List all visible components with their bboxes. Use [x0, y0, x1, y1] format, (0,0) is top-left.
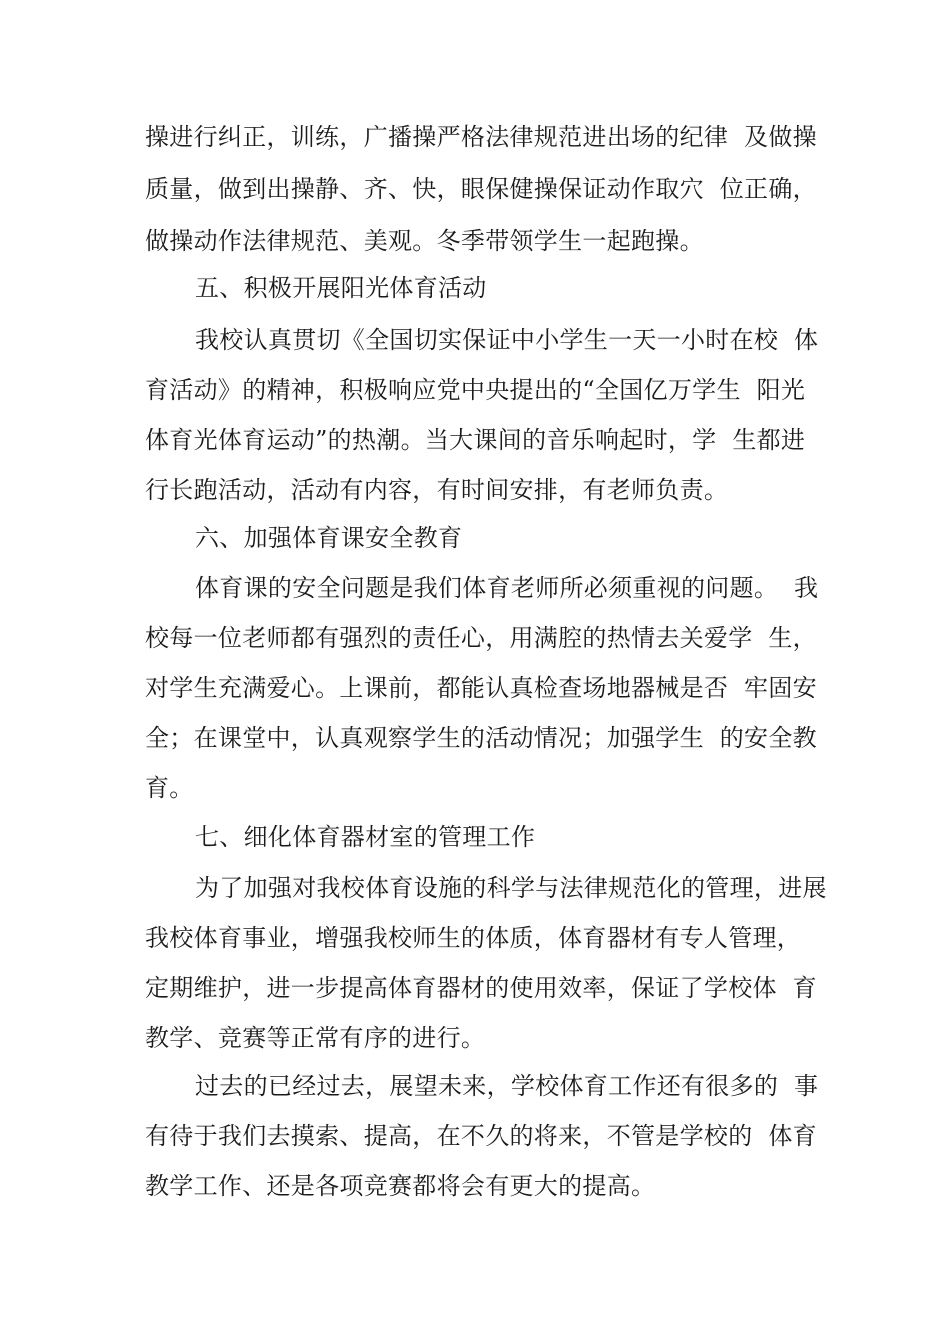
text-line: 为了加强对我校体育设施的科学与法律规范化的管理，进展 — [195, 874, 827, 902]
text-line: 行长跑活动，活动有内容，有时间安排，有老师负责。 — [145, 476, 729, 504]
text-line: 有待于我们去摸索、提高，在不久的将来，不管是学校的 体育 — [145, 1122, 817, 1150]
text-line: 体育光体育运动”的热潮。当大课间的音乐响起时，学 生都进 — [145, 426, 806, 454]
text-line: 育。 — [145, 774, 194, 802]
text-line: 操进行纠正，训练，广播操严格法律规范进出场的纪律 及做操 — [145, 123, 817, 151]
heading-text: 七、细化体育器材室的管理工作 — [195, 823, 536, 851]
heading-text: 五、积极开展阳光体育活动 — [195, 274, 487, 302]
text-line: 育活动》的精神，积极响应党中央提出的“全国亿万学生 阳光 — [145, 376, 806, 404]
text-line: 校每一位老师都有强烈的责任心，用满腔的热情去关爱学 生， — [145, 624, 817, 652]
text-line: 我校认真贯切《全国切实保证中小学生一天一小时在校 体 — [195, 326, 819, 354]
text-line: 质量，做到出操静、齐、快，眼保健操保证动作取穴 位正确， — [145, 175, 817, 203]
text-line: 体育课的安全问题是我们体育老师所必须重视的问题。 我 — [195, 574, 819, 602]
text-line: 全；在课堂中，认真观察学生的活动情况；加强学生 的安全教 — [145, 724, 817, 752]
text-line: 我校体育事业，增强我校师生的体质，体育器材有专人管理， — [145, 924, 802, 952]
heading-text: 六、加强体育课安全教育 — [195, 524, 463, 552]
text-line: 教学、竞赛等正常有序的进行。 — [145, 1024, 486, 1052]
text-line: 过去的已经过去，展望未来，学校体育工作还有很多的 事 — [195, 1072, 819, 1100]
text-line: 对学生充满爱心。上课前，都能认真检查场地器械是否 牢固安 — [145, 674, 817, 702]
text-line: 教学工作、还是各项竞赛都将会有更大的提高。 — [145, 1172, 656, 1200]
text-line: 定期维护，进一步提高体育器材的使用效率，保证了学校体 育 — [145, 974, 817, 1002]
text-line: 做操动作法律规范、美观。冬季带领学生一起跑操。 — [145, 227, 704, 255]
